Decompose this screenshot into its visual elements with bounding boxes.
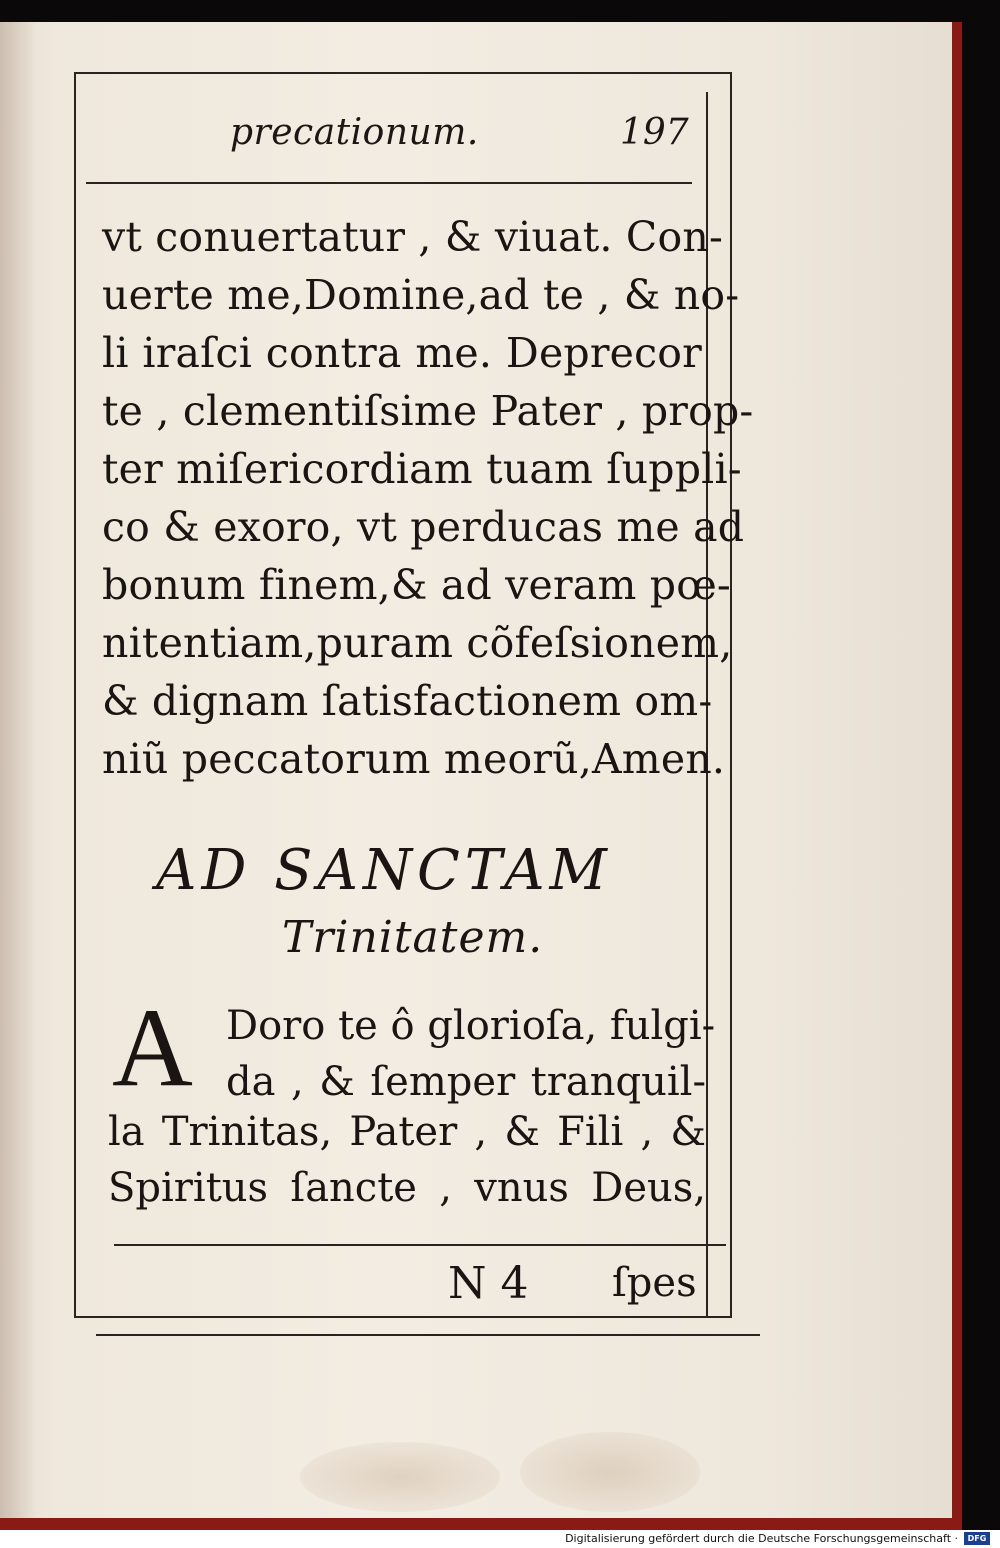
page-number: 197 [620, 112, 689, 153]
dfg-logo-text: DFG [967, 1534, 987, 1543]
text-line: la Trinitas, Pater , & Fili , & [108, 1109, 706, 1155]
text-line: ter miſericordiam tuam ſuppli- [102, 445, 742, 493]
prayer-indented-text [226, 998, 716, 1110]
page-stain [300, 1442, 500, 1512]
footer-rule [114, 1244, 726, 1246]
body-text [102, 208, 754, 788]
text-line: & dignam ſatisfactionem om- [102, 677, 713, 725]
drop-cap: A [112, 986, 193, 1110]
section-heading: AD SANCTAM [156, 838, 612, 903]
text-line: da , & ſemper tranquil- [226, 1059, 706, 1105]
funding-credit: Digitalisierung gefördert durch die Deutsche Forschungsgemeinschaft · [565, 1532, 958, 1545]
header-rule [86, 182, 692, 184]
catchword: ſpes [612, 1260, 697, 1306]
text-line: te , clementiſsime Pater , prop- [102, 387, 754, 435]
frame-bottom-rule [96, 1334, 760, 1336]
page-stain [520, 1432, 700, 1512]
text-line: Doro te ô glorioſa, fulgi- [226, 1003, 716, 1049]
text-line: vt conuertatur , & viuat. Con- [102, 213, 723, 261]
prayer-text [108, 1104, 706, 1216]
signature-mark: N 4 [448, 1258, 529, 1309]
text-line: niũ peccatorum meorũ,Amen. [102, 735, 726, 783]
dfg-logo-icon [964, 1532, 990, 1545]
running-head: precationum. [230, 112, 479, 153]
text-line: nitentiam,puram cõfeſsionem, [102, 619, 733, 667]
text-line: uerte me,Domine,ad te , & no- [102, 271, 740, 319]
text-line: co & exoro, vt perducas me ad [102, 503, 745, 551]
text-line: li iraſci contra me. Deprecor [102, 329, 702, 377]
section-subheading: Trinitatem. [282, 912, 544, 963]
text-line: Spiritus ſancte , vnus Deus, [108, 1165, 706, 1211]
text-line: bonum finem,& ad veram pœ- [102, 561, 731, 609]
